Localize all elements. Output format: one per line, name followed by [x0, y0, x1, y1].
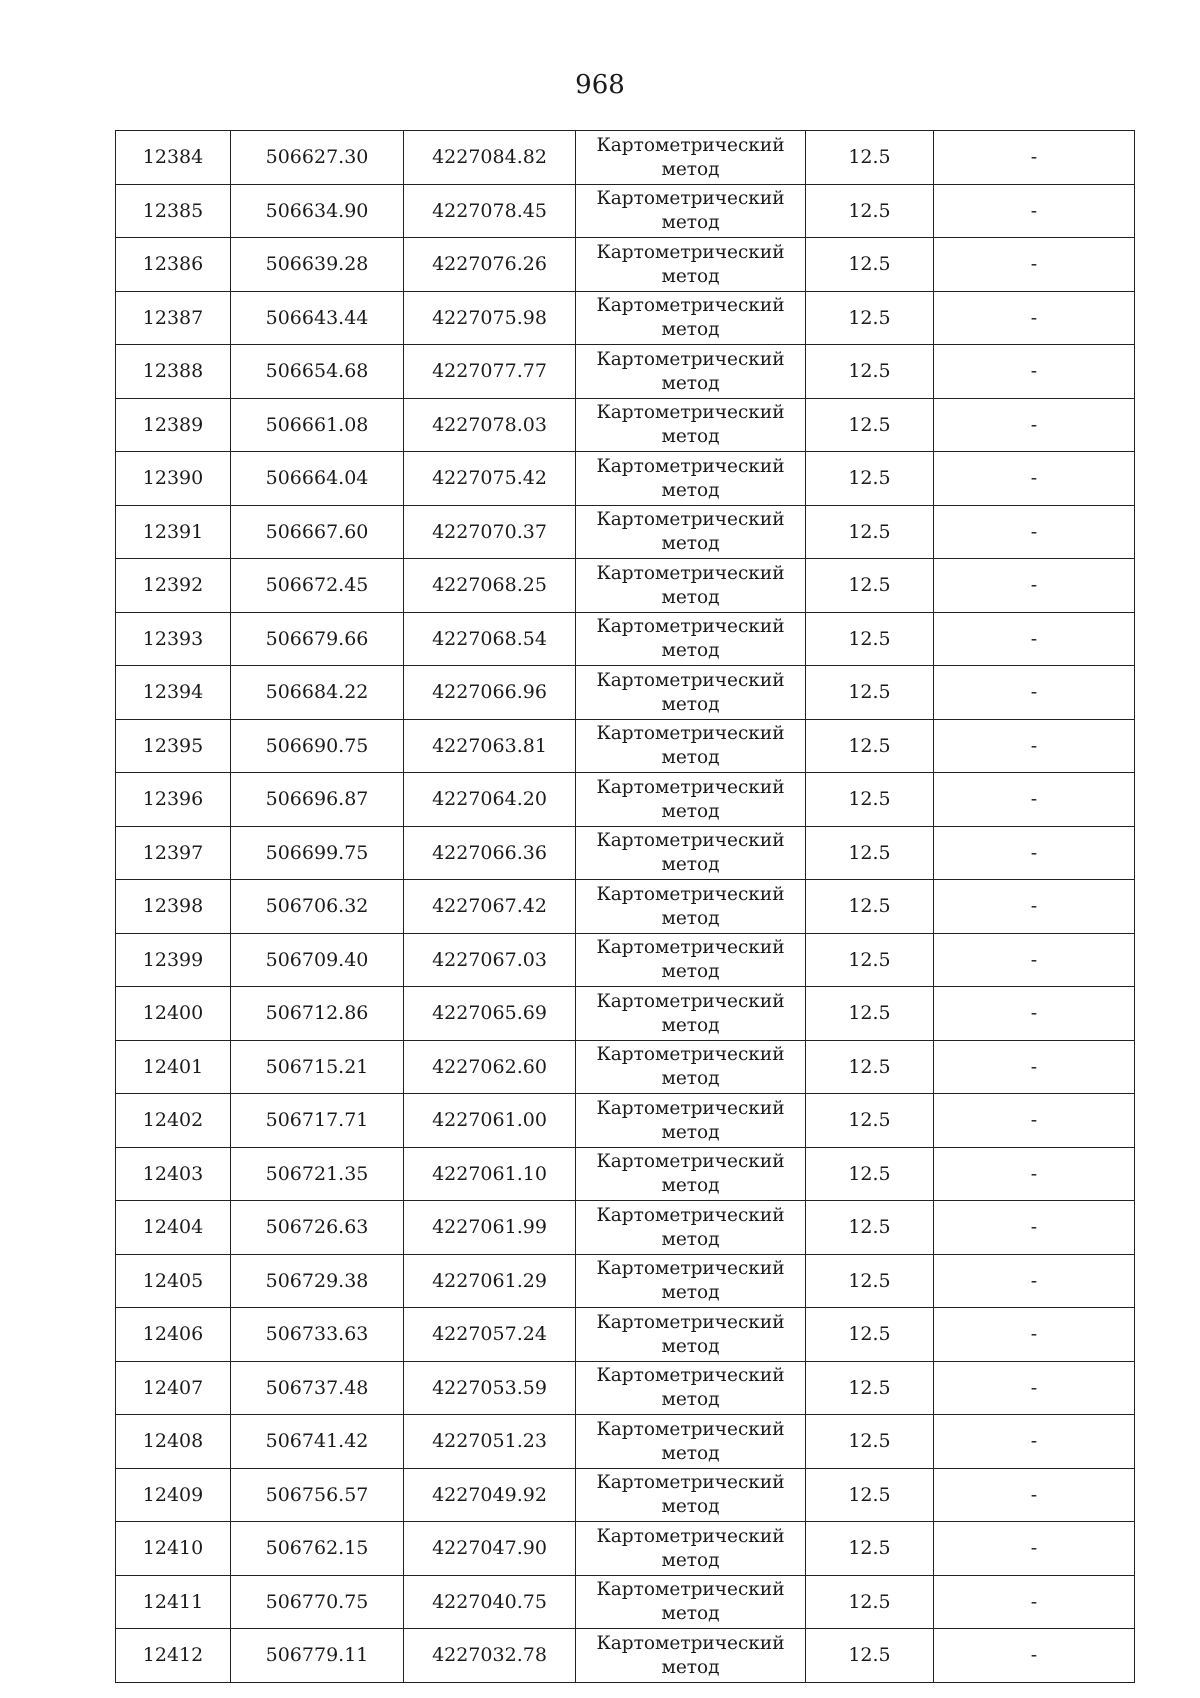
note-cell: -: [934, 1522, 1135, 1576]
method-cell: Картометрический метод: [576, 1201, 806, 1255]
x-coordinate-cell: 506729.38: [231, 1254, 404, 1308]
note-cell: -: [934, 666, 1135, 720]
method-cell: Картометрический метод: [576, 1575, 806, 1629]
table-row: [116, 184, 1135, 238]
point-number-cell: 12407: [116, 1361, 231, 1415]
note-cell: -: [934, 773, 1135, 827]
y-coordinate-cell: 4227084.82: [404, 131, 576, 185]
method-cell: Картометрический метод: [576, 1254, 806, 1308]
accuracy-cell: 12.5: [806, 1415, 934, 1469]
accuracy-cell: 12.5: [806, 612, 934, 666]
note-cell: -: [934, 1147, 1135, 1201]
method-cell: Картометрический метод: [576, 1147, 806, 1201]
table-row: [116, 1575, 1135, 1629]
method-cell: Картометрический метод: [576, 559, 806, 613]
point-number-cell: 12386: [116, 238, 231, 292]
table-row: [116, 1415, 1135, 1469]
x-coordinate-cell: 506654.68: [231, 345, 404, 399]
y-coordinate-cell: 4227066.96: [404, 666, 576, 720]
note-cell: -: [934, 1468, 1135, 1522]
note-cell: -: [934, 559, 1135, 613]
point-number-cell: 12391: [116, 505, 231, 559]
method-cell: Картометрический метод: [576, 505, 806, 559]
accuracy-cell: 12.5: [806, 345, 934, 399]
y-coordinate-cell: 4227040.75: [404, 1575, 576, 1629]
x-coordinate-cell: 506726.63: [231, 1201, 404, 1255]
x-coordinate-cell: 506690.75: [231, 719, 404, 773]
point-number-cell: 12388: [116, 345, 231, 399]
note-cell: -: [934, 1040, 1135, 1094]
method-cell: Картометрический метод: [576, 184, 806, 238]
point-number-cell: 12395: [116, 719, 231, 773]
point-number-cell: 12392: [116, 559, 231, 613]
x-coordinate-cell: 506733.63: [231, 1308, 404, 1362]
point-number-cell: 12401: [116, 1040, 231, 1094]
accuracy-cell: 12.5: [806, 184, 934, 238]
accuracy-cell: 12.5: [806, 1147, 934, 1201]
method-cell: Картометрический метод: [576, 345, 806, 399]
note-cell: -: [934, 1308, 1135, 1362]
y-coordinate-cell: 4227051.23: [404, 1415, 576, 1469]
accuracy-cell: 12.5: [806, 452, 934, 506]
y-coordinate-cell: 4227064.20: [404, 773, 576, 827]
table-row: [116, 291, 1135, 345]
accuracy-cell: 12.5: [806, 666, 934, 720]
page-number: 968: [575, 70, 625, 100]
note-cell: -: [934, 1629, 1135, 1683]
accuracy-cell: 12.5: [806, 933, 934, 987]
note-cell: -: [934, 612, 1135, 666]
x-coordinate-cell: 506696.87: [231, 773, 404, 827]
point-number-cell: 12405: [116, 1254, 231, 1308]
accuracy-cell: 12.5: [806, 1361, 934, 1415]
x-coordinate-cell: 506664.04: [231, 452, 404, 506]
table-row: [116, 1522, 1135, 1576]
x-coordinate-cell: 506712.86: [231, 987, 404, 1041]
y-coordinate-cell: 4227047.90: [404, 1522, 576, 1576]
method-cell: Картометрический метод: [576, 666, 806, 720]
point-number-cell: 12402: [116, 1094, 231, 1148]
method-cell: Картометрический метод: [576, 933, 806, 987]
x-coordinate-cell: 506770.75: [231, 1575, 404, 1629]
method-cell: Картометрический метод: [576, 1040, 806, 1094]
coordinates-table: [115, 130, 1135, 1683]
point-number-cell: 12400: [116, 987, 231, 1041]
method-cell: Картометрический метод: [576, 880, 806, 934]
accuracy-cell: 12.5: [806, 505, 934, 559]
point-number-cell: 12396: [116, 773, 231, 827]
x-coordinate-cell: 506667.60: [231, 505, 404, 559]
x-coordinate-cell: 506709.40: [231, 933, 404, 987]
table-row: [116, 1201, 1135, 1255]
method-cell: Картометрический метод: [576, 398, 806, 452]
x-coordinate-cell: 506672.45: [231, 559, 404, 613]
point-number-cell: 12404: [116, 1201, 231, 1255]
x-coordinate-cell: 506634.90: [231, 184, 404, 238]
table-row: [116, 1361, 1135, 1415]
point-number-cell: 12406: [116, 1308, 231, 1362]
table-row: [116, 1629, 1135, 1683]
y-coordinate-cell: 4227068.54: [404, 612, 576, 666]
y-coordinate-cell: 4227076.26: [404, 238, 576, 292]
x-coordinate-cell: 506643.44: [231, 291, 404, 345]
method-cell: Картометрический метод: [576, 1629, 806, 1683]
point-number-cell: 12399: [116, 933, 231, 987]
point-number-cell: 12384: [116, 131, 231, 185]
x-coordinate-cell: 506661.08: [231, 398, 404, 452]
method-cell: Картометрический метод: [576, 452, 806, 506]
x-coordinate-cell: 506627.30: [231, 131, 404, 185]
accuracy-cell: 12.5: [806, 559, 934, 613]
method-cell: Картометрический метод: [576, 238, 806, 292]
accuracy-cell: 12.5: [806, 131, 934, 185]
note-cell: -: [934, 291, 1135, 345]
y-coordinate-cell: 4227068.25: [404, 559, 576, 613]
y-coordinate-cell: 4227075.42: [404, 452, 576, 506]
table-row: [116, 345, 1135, 399]
accuracy-cell: 12.5: [806, 773, 934, 827]
point-number-cell: 12394: [116, 666, 231, 720]
x-coordinate-cell: 506721.35: [231, 1147, 404, 1201]
accuracy-cell: 12.5: [806, 826, 934, 880]
note-cell: -: [934, 238, 1135, 292]
note-cell: -: [934, 987, 1135, 1041]
table-row: [116, 238, 1135, 292]
point-number-cell: 12397: [116, 826, 231, 880]
x-coordinate-cell: 506717.71: [231, 1094, 404, 1148]
x-coordinate-cell: 506715.21: [231, 1040, 404, 1094]
method-cell: Картометрический метод: [576, 291, 806, 345]
point-number-cell: 12403: [116, 1147, 231, 1201]
x-coordinate-cell: 506762.15: [231, 1522, 404, 1576]
accuracy-cell: 12.5: [806, 1575, 934, 1629]
accuracy-cell: 12.5: [806, 1201, 934, 1255]
accuracy-cell: 12.5: [806, 1308, 934, 1362]
y-coordinate-cell: 4227049.92: [404, 1468, 576, 1522]
x-coordinate-cell: 506639.28: [231, 238, 404, 292]
y-coordinate-cell: 4227078.45: [404, 184, 576, 238]
table-row: [116, 933, 1135, 987]
table-row: [116, 505, 1135, 559]
table-row: [116, 1308, 1135, 1362]
table-row: [116, 612, 1135, 666]
table-row: [116, 131, 1135, 185]
note-cell: -: [934, 826, 1135, 880]
point-number-cell: 12409: [116, 1468, 231, 1522]
note-cell: -: [934, 719, 1135, 773]
note-cell: -: [934, 1201, 1135, 1255]
x-coordinate-cell: 506679.66: [231, 612, 404, 666]
accuracy-cell: 12.5: [806, 1254, 934, 1308]
y-coordinate-cell: 4227066.36: [404, 826, 576, 880]
point-number-cell: 12410: [116, 1522, 231, 1576]
point-number-cell: 12412: [116, 1629, 231, 1683]
point-number-cell: 12408: [116, 1415, 231, 1469]
accuracy-cell: 12.5: [806, 238, 934, 292]
x-coordinate-cell: 506737.48: [231, 1361, 404, 1415]
accuracy-cell: 12.5: [806, 1468, 934, 1522]
method-cell: Картометрический метод: [576, 1094, 806, 1148]
method-cell: Картометрический метод: [576, 1468, 806, 1522]
y-coordinate-cell: 4227065.69: [404, 987, 576, 1041]
method-cell: Картометрический метод: [576, 1308, 806, 1362]
note-cell: -: [934, 398, 1135, 452]
table-body: [116, 131, 1135, 1683]
x-coordinate-cell: 506684.22: [231, 666, 404, 720]
accuracy-cell: 12.5: [806, 291, 934, 345]
point-number-cell: 12393: [116, 612, 231, 666]
table-row: [116, 559, 1135, 613]
accuracy-cell: 12.5: [806, 1629, 934, 1683]
y-coordinate-cell: 4227062.60: [404, 1040, 576, 1094]
y-coordinate-cell: 4227067.42: [404, 880, 576, 934]
table-row: [116, 987, 1135, 1041]
method-cell: Картометрический метод: [576, 719, 806, 773]
method-cell: Картометрический метод: [576, 131, 806, 185]
accuracy-cell: 12.5: [806, 987, 934, 1041]
point-number-cell: 12411: [116, 1575, 231, 1629]
method-cell: Картометрический метод: [576, 987, 806, 1041]
point-number-cell: 12385: [116, 184, 231, 238]
note-cell: -: [934, 1361, 1135, 1415]
note-cell: -: [934, 505, 1135, 559]
y-coordinate-cell: 4227078.03: [404, 398, 576, 452]
point-number-cell: 12390: [116, 452, 231, 506]
y-coordinate-cell: 4227063.81: [404, 719, 576, 773]
note-cell: -: [934, 184, 1135, 238]
x-coordinate-cell: 506706.32: [231, 880, 404, 934]
table-row: [116, 1468, 1135, 1522]
note-cell: -: [934, 933, 1135, 987]
y-coordinate-cell: 4227061.10: [404, 1147, 576, 1201]
table-row: [116, 719, 1135, 773]
table-row: [116, 1254, 1135, 1308]
note-cell: -: [934, 452, 1135, 506]
x-coordinate-cell: 506741.42: [231, 1415, 404, 1469]
y-coordinate-cell: 4227077.77: [404, 345, 576, 399]
point-number-cell: 12387: [116, 291, 231, 345]
y-coordinate-cell: 4227032.78: [404, 1629, 576, 1683]
table-row: [116, 452, 1135, 506]
method-cell: Картометрический метод: [576, 773, 806, 827]
note-cell: -: [934, 1575, 1135, 1629]
y-coordinate-cell: 4227053.59: [404, 1361, 576, 1415]
y-coordinate-cell: 4227061.99: [404, 1201, 576, 1255]
y-coordinate-cell: 4227057.24: [404, 1308, 576, 1362]
x-coordinate-cell: 506699.75: [231, 826, 404, 880]
method-cell: Картометрический метод: [576, 612, 806, 666]
point-number-cell: 12398: [116, 880, 231, 934]
point-number-cell: 12389: [116, 398, 231, 452]
y-coordinate-cell: 4227061.00: [404, 1094, 576, 1148]
y-coordinate-cell: 4227067.03: [404, 933, 576, 987]
note-cell: -: [934, 1094, 1135, 1148]
y-coordinate-cell: 4227075.98: [404, 291, 576, 345]
table-row: [116, 1040, 1135, 1094]
table-row: [116, 773, 1135, 827]
table-row: [116, 666, 1135, 720]
method-cell: Картометрический метод: [576, 1415, 806, 1469]
method-cell: Картометрический метод: [576, 1361, 806, 1415]
table-row: [116, 826, 1135, 880]
method-cell: Картометрический метод: [576, 826, 806, 880]
accuracy-cell: 12.5: [806, 1040, 934, 1094]
table-row: [116, 880, 1135, 934]
note-cell: -: [934, 1254, 1135, 1308]
y-coordinate-cell: 4227070.37: [404, 505, 576, 559]
accuracy-cell: 12.5: [806, 1522, 934, 1576]
accuracy-cell: 12.5: [806, 880, 934, 934]
x-coordinate-cell: 506756.57: [231, 1468, 404, 1522]
y-coordinate-cell: 4227061.29: [404, 1254, 576, 1308]
x-coordinate-cell: 506779.11: [231, 1629, 404, 1683]
table-row: [116, 398, 1135, 452]
note-cell: -: [934, 880, 1135, 934]
accuracy-cell: 12.5: [806, 719, 934, 773]
note-cell: -: [934, 345, 1135, 399]
table-row: [116, 1147, 1135, 1201]
accuracy-cell: 12.5: [806, 398, 934, 452]
note-cell: -: [934, 1415, 1135, 1469]
accuracy-cell: 12.5: [806, 1094, 934, 1148]
method-cell: Картометрический метод: [576, 1522, 806, 1576]
note-cell: -: [934, 131, 1135, 185]
table-row: [116, 1094, 1135, 1148]
